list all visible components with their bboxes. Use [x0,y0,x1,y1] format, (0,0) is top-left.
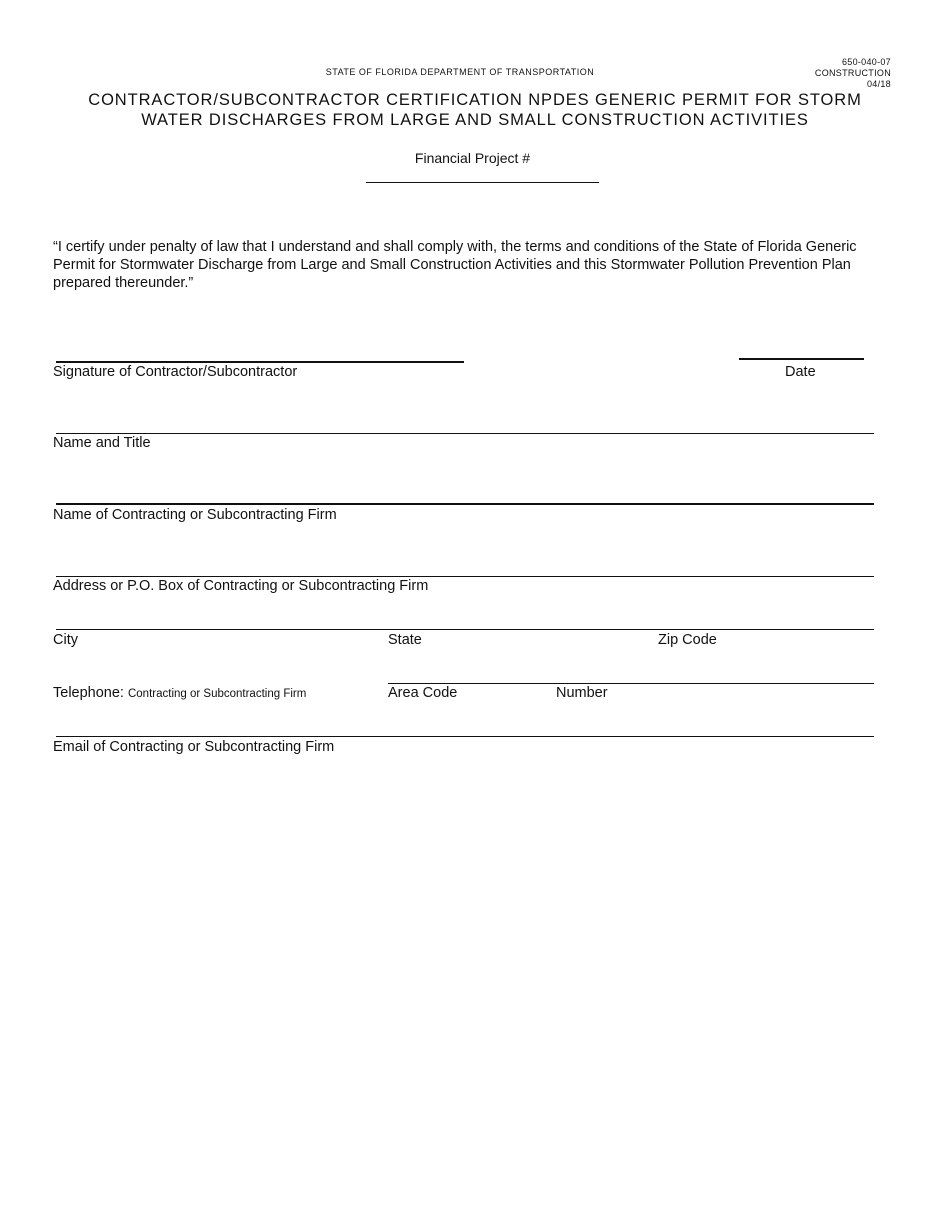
page-title [60,90,890,130]
area-code-label: Area Code [388,685,458,701]
telephone-label-group [53,685,306,701]
address-field[interactable] [56,576,874,577]
name-title-label: Name and Title [53,435,151,451]
form-section: CONSTRUCTION [814,68,891,78]
title-line-1: CONTRACTOR/SUBCONTRACTOR CERTIFICATION NPDES GENERIC PERMIT FOR STORM [88,91,862,109]
telephone-label: Telephone: [53,685,124,701]
signature-label: Signature of Contractor/Subcontractor [53,364,298,380]
date-label: Date [785,364,816,380]
firm-name-field[interactable] [56,503,874,505]
form-number: 650-040-07 [841,57,891,67]
number-label: Number [556,685,608,701]
firm-name-label: Name of Contracting or Subcontracting Firm [53,507,337,523]
address-label: Address or P.O. Box of Contracting or Subcontracting Firm [53,578,429,594]
signature-field[interactable] [56,361,464,363]
title-line-2: WATER DISCHARGES FROM LARGE AND SMALL CONSTRUCTION ACTIVITIES [141,111,809,129]
agency-name: STATE OF FLORIDA DEPARTMENT OF TRANSPORTATION [325,67,595,77]
certification-statement: “I certify under penalty of law that I understand and shall comply with, the terms and conditions of the State of Florida Generic Permit for Stormwater Discharge from Large and Small Construction Activities and this Stormwater Pollution Prevention Plan prepared thereunder.” [53,239,857,291]
date-field[interactable] [739,358,864,360]
zip-label: Zip Code [658,632,717,648]
name-title-field[interactable] [56,433,874,434]
form-revision: 04/18 [866,79,891,89]
state-label: State [388,632,422,648]
city-state-zip-field[interactable] [56,629,874,630]
financial-project-label: Financial Project # [414,150,531,166]
telephone-field[interactable] [388,683,874,684]
city-label: City [53,632,78,648]
email-label: Email of Contracting or Subcontracting Firm [53,739,335,755]
email-field[interactable] [56,736,874,737]
telephone-sublabel: Contracting or Subcontracting Firm [127,688,307,700]
financial-project-field[interactable] [366,182,599,183]
